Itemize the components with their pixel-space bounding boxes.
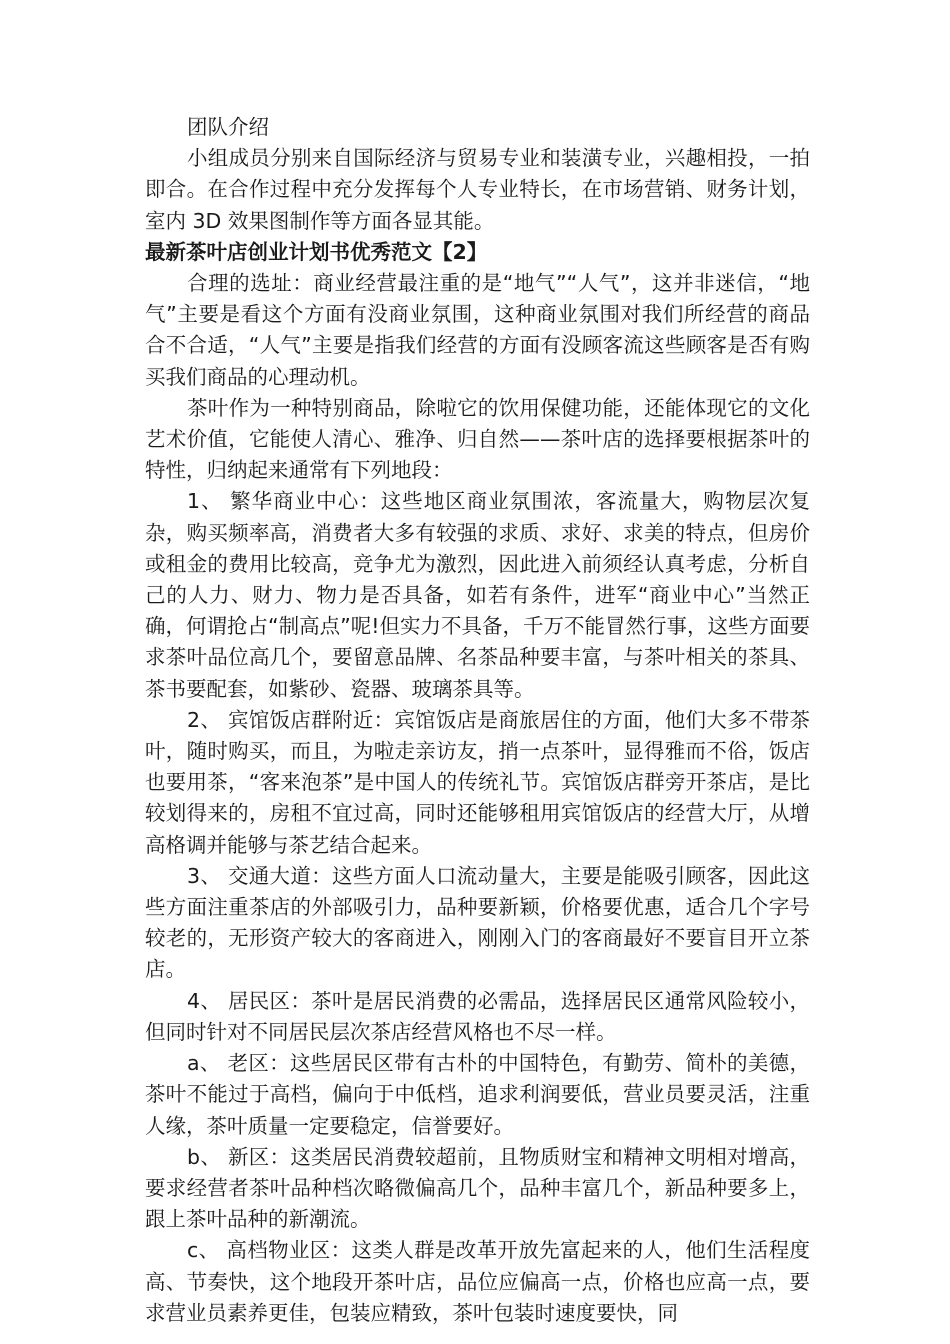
paragraph-tea-nature: 茶叶作为一种特别商品，除啦它的饮用保健功能，还能体现它的文化艺术价值，它能使人清心、雅净、归自然——茶叶店的选择要根据茶叶的特性，归纳起来通常有下列地段： bbox=[145, 395, 810, 483]
paragraph-upscale-district: c、 高档物业区：这类人群是改革开放先富起来的人，他们生活程度高、节奏快，这个地段开茶叶店，品位应偏高一点，价格也应高一点，要求营业员素养更佳，包装应精致，茶叶包装时速度要快，同 bbox=[145, 1238, 810, 1325]
paragraph-main-roads: 3、 交通大道：这些方面人口流动量大，主要是能吸引顾客，因此这些方面注重茶店的外部吸引力，品种要新颖，价格要优惠，适合几个字号较老的，无形资产较大的客商进入，刚刚入门的客商最好不要盲目开立茶店。 bbox=[145, 863, 810, 982]
paragraph-commercial-center: 1、 繁华商业中心：这些地区商业氛围浓，客流量大，购物层次复杂，购买频率高，消费者大多有较强的求质、求好、求美的特点，但房价或租金的费用比较高，竞争尤为激烈，因此进入前须经认真考虑，分析自己的人力、财力、物力是否具备，如若有条件，进军“商业中心”当然正确，何谓抢占“制高点”呢!但实力不具备，千万不能冒然行事，这些方面要求茶叶品位高几个，要留意品牌、名茶品种要丰富，与茶叶相关的茶具、茶书要配套，如紫砂、瓷器、玻璃茶具等。 bbox=[145, 489, 810, 701]
document-page bbox=[145, 112, 810, 1329]
paragraph-residential: 4、 居民区：茶叶是居民消费的必需品，选择居民区通常风险较小，但同时针对不同居民层次茶店经营风格也不尽一样。 bbox=[145, 988, 810, 1044]
section-title: 最新茶叶店创业计划书优秀范文【2】 bbox=[145, 239, 488, 264]
paragraph-hotels: 2、 宾馆饭店群附近：宾馆饭店是商旅居住的方面，他们大多不带茶叶，随时购买，而且，为啦走亲访友，捎一点茶叶，显得雅而不俗，饭店也要用茶，“客来泡茶”是中国人的传统礼节。宾馆饭店群旁开茶店，是比较划得来的，房租不宜过高，同时还能够租用宾馆饭店的经营大厅，从增高格调并能够与茶艺结合起来。 bbox=[145, 707, 810, 857]
paragraph-site-selection: 合理的选址：商业经营最注重的是“地气”“人气”，这并非迷信，“地气”主要是看这个方面有没商业氛围，这种商业氛围对我们所经营的商品合不合适，“人气”主要是指我们经营的方面有没顾客流这些顾客是否有购买我们商品的心理动机。 bbox=[145, 271, 810, 389]
paragraph-old-district: a、 老区：这些居民区带有古朴的中国特色，有勤劳、简朴的美德，茶叶不能过于高档，偏向于中低档，追求利润要低，营业员要灵活，注重人缘，茶叶质量一定要稳定，信誉要好。 bbox=[145, 1051, 810, 1138]
paragraph-new-district: b、 新区：这类居民消费较超前，且物质财宝和精神文明相对增高，要求经营者茶叶品种档次略微偏高几个，品种丰富几个，新品种要多上，跟上茶叶品种的新潮流。 bbox=[145, 1144, 810, 1232]
team-paragraph: 小组成员分别来自国际经济与贸易专业和装潢专业，兴趣相投，一拍即合。在合作过程中充分发挥每个人专业特长，在市场营销、财务计划，室内 3D 效果图制作等方面各显其能。 bbox=[145, 146, 810, 233]
team-heading: 团队介绍 bbox=[187, 115, 270, 139]
